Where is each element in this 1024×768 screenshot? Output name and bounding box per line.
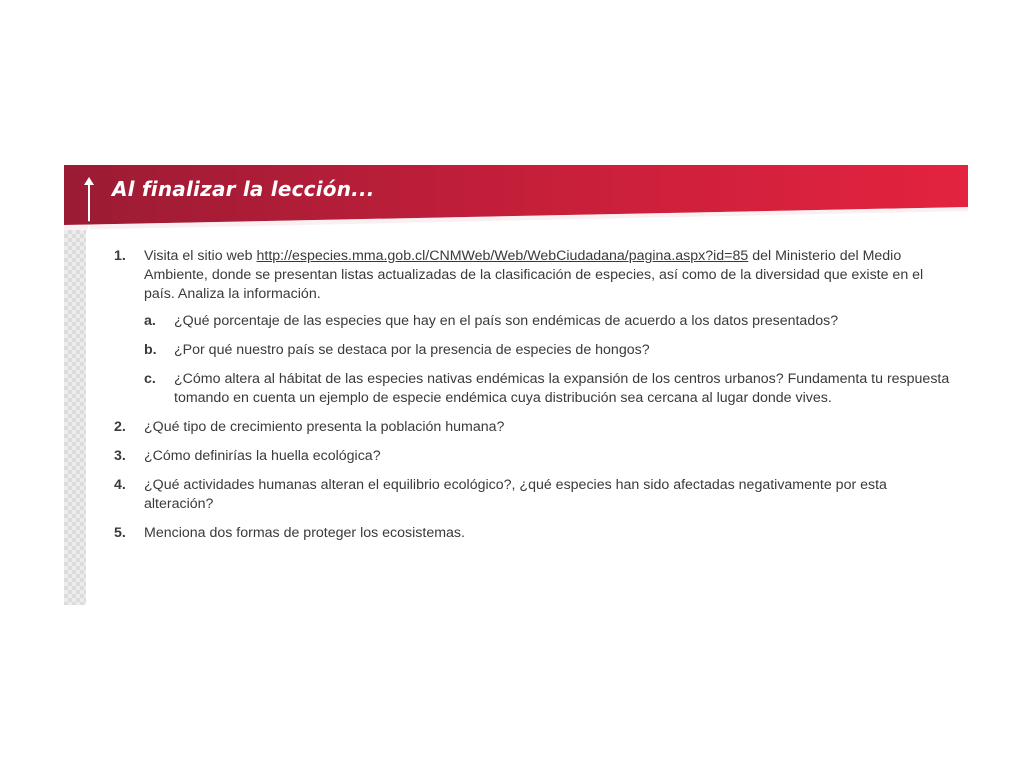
subquestion-text: ¿Qué porcentaje de las especies que hay en el país son endémicas de acuerdo a los datos presentados? [174, 313, 839, 329]
question-list [114, 247, 950, 543]
question-text: ¿Qué tipo de crecimiento presenta la población humana? [144, 419, 505, 435]
question-text-after-link: del Ministerio del Medio Ambiente, donde se presentan listas actualizadas de la clasificación de especies, así como de la diversidad que existe en el país. Analiza la información. [144, 248, 924, 302]
question-item [114, 447, 950, 466]
subquestion-item [144, 370, 950, 408]
subquestion-item [144, 341, 950, 360]
question-text-before-link: Visita el sitio web [144, 248, 257, 264]
ministry-species-link[interactable]: http://especies.mma.gob.cl/CNMWeb/Web/WebCiudadana/pagina.aspx?id=85 [256, 248, 749, 264]
question-number: 2. [114, 419, 126, 435]
subquestion-text: ¿Cómo altera al hábitat de las especies nativas endémicas la expansión de los centros urbanos? Fundamenta tu respuesta tomando en cuenta un ejemplo de especie endémica cuya distribución sea cercana al lugar donde vives. [174, 371, 950, 406]
dashed-guide-line [88, 195, 90, 605]
question-number: 1. [114, 248, 126, 264]
question-text: ¿Qué actividades humanas alteran el equilibrio ecológico?, ¿qué especies han sido afectadas negativamente por esta alteración? [144, 477, 887, 512]
side-pattern-strip [64, 230, 86, 605]
section-title: Al finalizar la lección... [112, 177, 375, 201]
subquestion-text: ¿Por qué nuestro país se destaca por la presencia de especies de hongos? [174, 342, 650, 358]
question-item [114, 418, 950, 437]
subquestion-list [144, 312, 950, 408]
question-text: ¿Cómo definirías la huella ecológica? [144, 448, 381, 464]
question-item [114, 524, 950, 543]
subquestion-letter: b. [144, 342, 157, 358]
question-item [114, 476, 950, 514]
subquestion-letter: c. [144, 371, 156, 387]
subquestion-letter: a. [144, 313, 156, 329]
activity-box [64, 165, 968, 605]
question-item [114, 247, 950, 408]
questions-content [114, 247, 950, 553]
question-number: 3. [114, 448, 126, 464]
question-text: Menciona dos formas de proteger los ecosistemas. [144, 525, 465, 541]
subquestion-item [144, 312, 950, 331]
question-number: 4. [114, 477, 126, 493]
header-banner [64, 165, 968, 230]
question-number: 5. [114, 525, 126, 541]
